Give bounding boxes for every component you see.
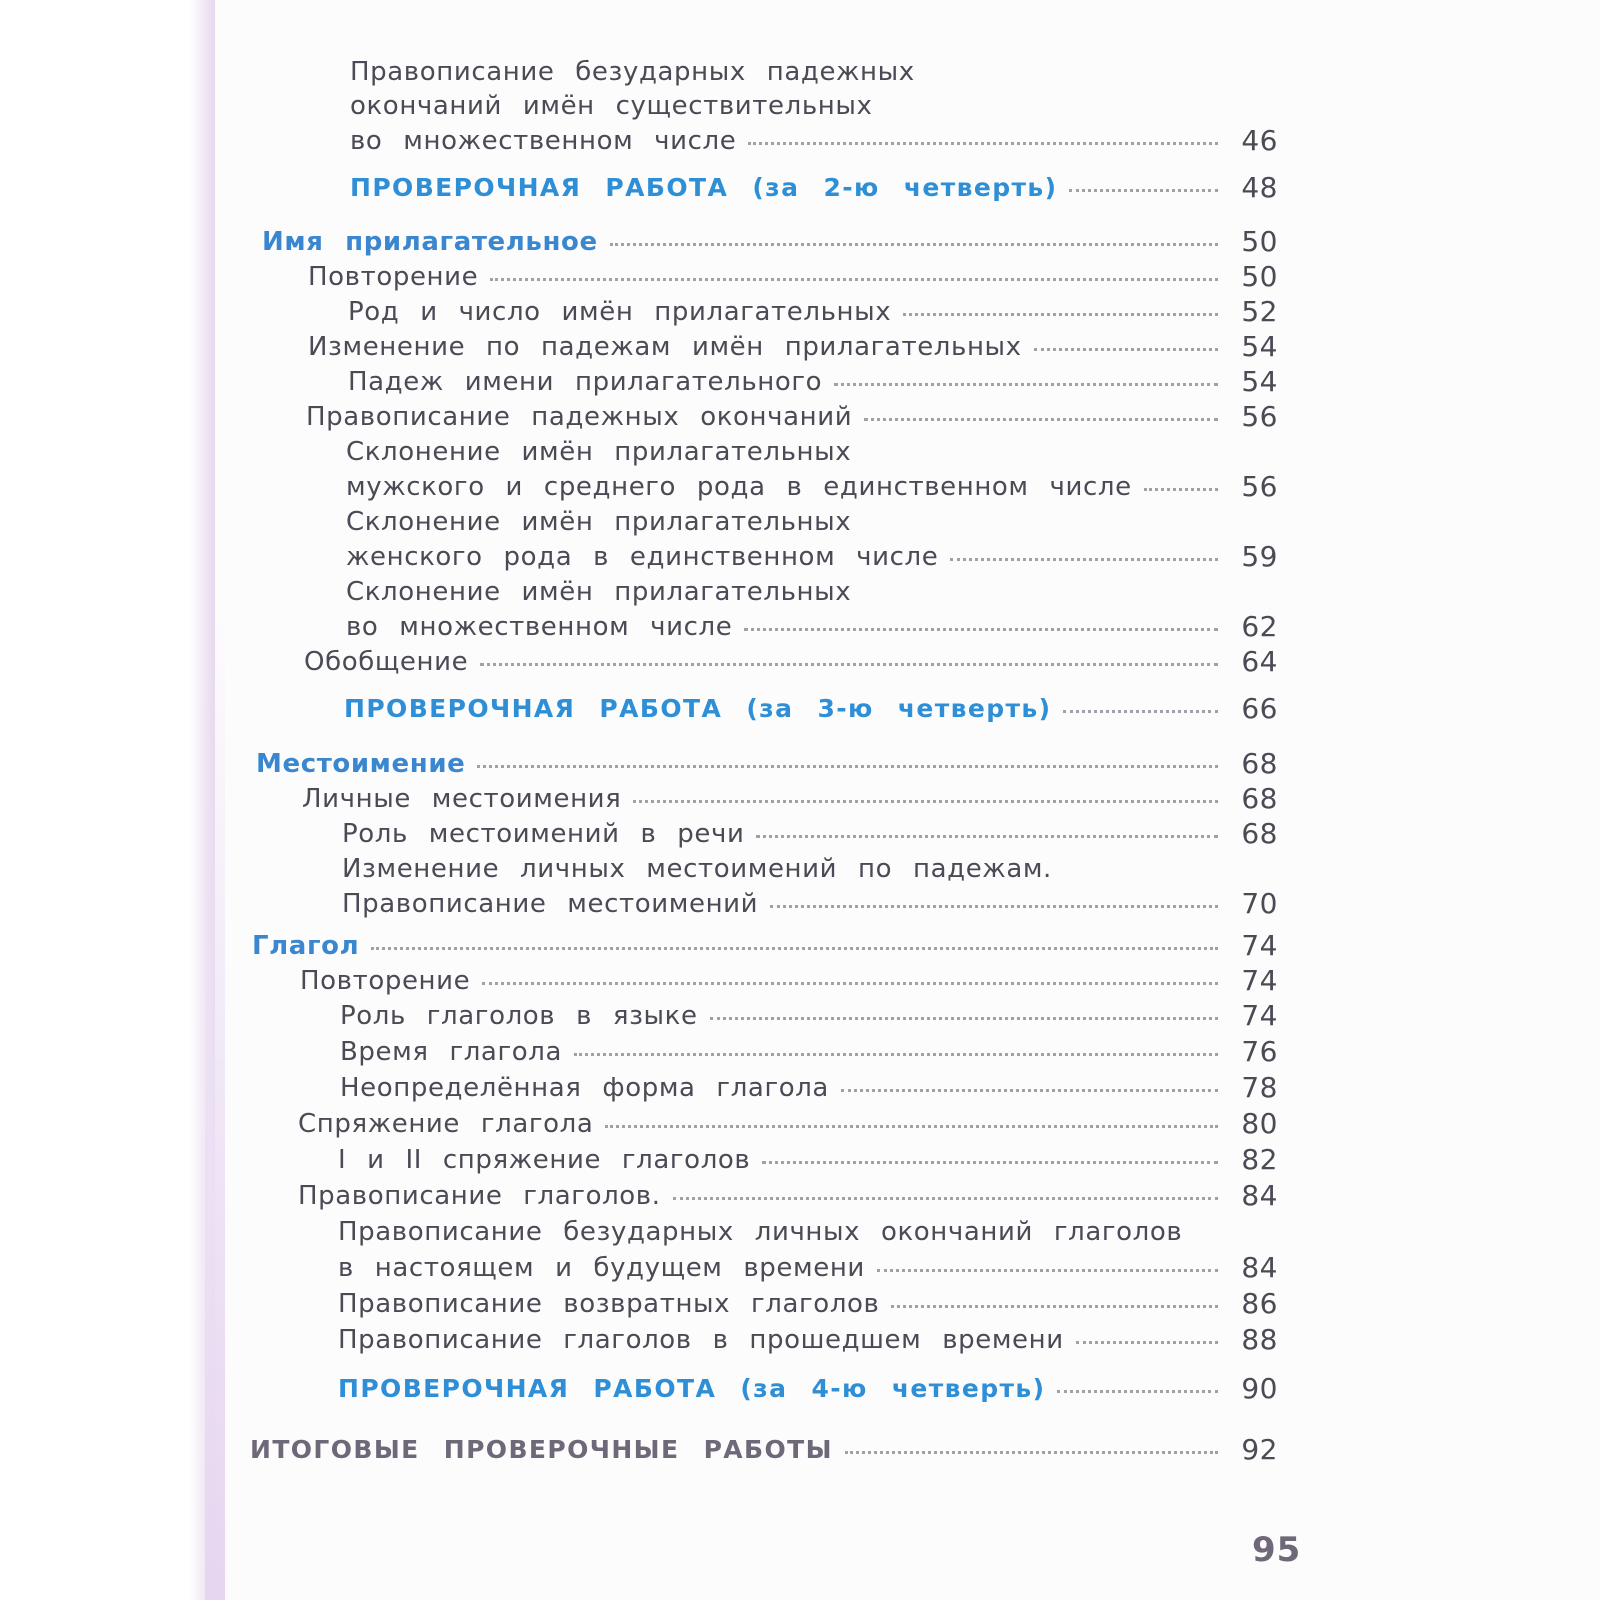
leader-dots [834,383,1218,386]
page-edge-tint [205,600,225,1600]
toc-entry-title: Склонение имён прилагательных [346,507,852,537]
toc-entry-title: мужского и среднего рода в единственном числе [346,472,1132,502]
toc-entry-title: Повторение [308,262,479,292]
toc-entry [350,123,1278,159]
toc-entry-page: 78 [1241,1071,1278,1104]
toc-entry-page: 82 [1241,1143,1278,1176]
toc-entry-title: во множественном числе [350,126,737,156]
toc-entry [302,781,1278,817]
test-heading: ПРОВЕРОЧНАЯ РАБОТА (за 4-ю четверть) [338,1374,1046,1403]
toc-entry [340,1034,1278,1070]
toc-entry [342,816,1278,852]
toc-section [252,928,1278,964]
leader-dots [1063,710,1218,713]
toc-entry-page: 80 [1241,1107,1278,1140]
leader-dots [756,835,1218,838]
toc-entry-page: 52 [1241,295,1278,328]
toc-entry-title: Роль местоимений в речи [342,819,745,849]
toc-section [262,224,1278,260]
toc-entry [338,1250,1278,1286]
leader-dots [1076,1341,1218,1344]
toc-entry-title: Изменение личных местоимений по падежам. [342,854,1052,884]
toc-entry-title: Время глагола [340,1037,562,1067]
leader-dots [891,1305,1218,1308]
section-heading: Глагол [252,931,360,961]
toc-entry-title: Склонение имён прилагательных [346,577,852,607]
toc-entry-page: 88 [1241,1323,1278,1356]
toc-entry [304,644,1278,680]
leader-dots [1069,189,1218,192]
toc-entry-page: 90 [1241,1372,1278,1405]
toc-entry-page: 70 [1241,887,1278,920]
leader-dots [845,1451,1218,1454]
leader-dots [710,1017,1218,1020]
toc-entry-title: Правописание возвратных глаголов [338,1289,880,1319]
toc-entry-page: 46 [1241,124,1278,157]
toc-entry [348,294,1278,330]
leader-dots [371,947,1218,950]
toc-entry-test [350,170,1278,206]
toc-entry [338,1142,1278,1178]
leader-dots [841,1089,1218,1092]
toc-entry-page: 74 [1241,929,1278,962]
leader-dots [770,905,1218,908]
toc-entry-title: Правописание безударных падежных [350,57,915,87]
toc-entry-title: Спряжение глагола [298,1109,594,1139]
leader-dots [477,765,1218,768]
leader-dots [864,418,1218,421]
leader-dots [748,142,1218,145]
toc-entry-title: Правописание безударных личных окончаний глаголов [338,1217,1183,1247]
toc-entry-test [338,1371,1278,1407]
toc-entry-page: 74 [1241,999,1278,1032]
leader-dots [673,1197,1218,1200]
toc-entry-page: 64 [1241,645,1278,678]
toc-entry-page: 76 [1241,1035,1278,1068]
toc-entry [308,259,1278,295]
toc-entry-page: 50 [1241,260,1278,293]
toc-entry-page: 68 [1241,782,1278,815]
leader-dots [950,558,1218,561]
test-heading: ПРОВЕРОЧНАЯ РАБОТА (за 3-ю четверть) [344,694,1052,723]
leader-dots [605,1125,1218,1128]
page-number: 95 [1252,1530,1302,1570]
toc-entry-page: 86 [1241,1287,1278,1320]
toc-entry [346,469,1278,505]
toc-entry [338,1286,1278,1322]
toc-entry-title: Падеж имени прилагательного [348,367,823,397]
toc-entry-page: 56 [1241,400,1278,433]
leader-dots [574,1053,1218,1056]
toc-entry [346,609,1278,645]
toc-entry-title: во множественном числе [346,612,733,642]
toc-entry-title: Правописание глаголов в прошедшем времени [338,1325,1064,1355]
toc-entry-page: 68 [1241,817,1278,850]
toc-section [256,746,1278,782]
toc-entry-title: в настоящем и будущем времени [338,1253,865,1283]
leader-dots [1057,1390,1218,1393]
leader-dots [903,313,1218,316]
final-tests-heading: ИТОГОВЫЕ ПРОВЕРОЧНЫЕ РАБОТЫ [250,1435,833,1464]
section-heading: Имя прилагательное [262,227,598,257]
toc-entry [350,54,915,90]
toc-entry [342,886,1278,922]
toc-entry-title: Неопределённая форма глагола [340,1073,829,1103]
toc-entry-title: женского рода в единственном числе [346,542,939,572]
toc-entry-title: Правописание местоимений [342,889,759,919]
toc-entry-title: Повторение [300,966,471,996]
toc-entry-title: Правописание глаголов. [298,1181,661,1211]
toc-entry-page: 92 [1241,1433,1278,1466]
toc-entry [338,1322,1278,1358]
toc-entry-page: 68 [1241,747,1278,780]
toc-entry-page: 62 [1241,610,1278,643]
leader-dots [1144,488,1218,491]
toc-entry [340,998,1278,1034]
toc-entry [346,504,851,540]
toc-entry-final [250,1432,1278,1468]
leader-dots [482,982,1218,985]
toc-entry-title: Роль глаголов в языке [340,1001,698,1031]
leader-dots [744,628,1218,631]
toc-entry-page: 54 [1241,365,1278,398]
toc-entry [346,574,851,610]
toc-entry [300,963,1278,999]
toc-entry [346,539,1278,575]
toc-entry [350,88,872,124]
toc-entry-title: I и II спряжение глаголов [338,1145,751,1175]
toc-entry-page: 66 [1241,692,1278,725]
toc-entry [346,434,851,470]
leader-dots [633,800,1218,803]
test-heading: ПРОВЕРОЧНАЯ РАБОТА (за 2-ю четверть) [350,173,1058,202]
section-heading: Местоимение [256,749,466,779]
toc-entry-page: 48 [1241,171,1278,204]
toc-entry-page: 59 [1241,540,1278,573]
leader-dots [480,663,1218,666]
toc-entry-test [344,691,1278,727]
leader-dots [490,278,1218,281]
toc-entry [348,364,1278,400]
page-edge-shadow [0,0,215,1600]
toc-entry-title: Род и число имён прилагательных [348,297,892,327]
toc-entry [338,1214,1182,1250]
toc-entry-title: Правописание падежных окончаний [306,402,853,432]
toc-entry [342,851,1052,887]
toc-entry-title: Личные местоимения [302,784,622,814]
toc-entry-page: 50 [1241,225,1278,258]
toc-entry-page: 84 [1241,1179,1278,1212]
leader-dots [877,1269,1218,1272]
toc-entry-page: 56 [1241,470,1278,503]
toc-entry [308,329,1278,365]
toc-entry [306,399,1278,435]
leader-dots [610,243,1218,246]
toc-entry-page: 74 [1241,964,1278,997]
toc-entry-title: Обобщение [304,647,469,677]
leader-dots [1034,348,1218,351]
toc-entry-page: 84 [1241,1251,1278,1284]
toc-entry-title: Склонение имён прилагательных [346,437,852,467]
toc-entry-title: окончаний имён существительных [350,91,873,121]
toc-entry [298,1178,1278,1214]
toc-entry-page: 54 [1241,330,1278,363]
leader-dots [762,1161,1218,1164]
toc-entry [298,1106,1278,1142]
toc-entry [340,1070,1278,1106]
toc-entry-title: Изменение по падежам имён прилагательных [308,332,1022,362]
